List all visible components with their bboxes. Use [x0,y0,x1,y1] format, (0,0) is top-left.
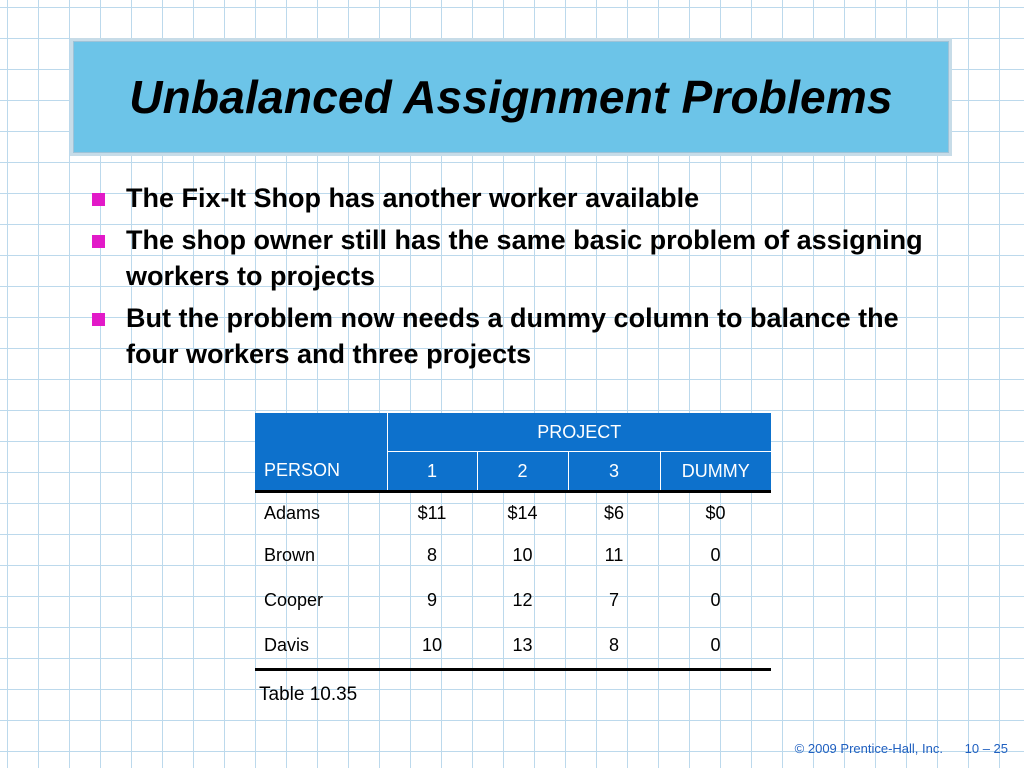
cost-cell: $14 [507,502,538,523]
bullet-item [88,180,948,216]
person-name-cell: Brown [264,545,316,565]
square-bullet-icon [92,235,105,248]
project-group-header: PROJECT [387,413,771,452]
cost-cell: 11 [604,545,624,565]
table-caption: Table 10.35 [259,684,358,705]
column-header-dummy: DUMMY [660,452,771,492]
cost-cell: 8 [426,545,437,565]
cost-cell: 7 [608,590,619,610]
cost-cell: 10 [387,623,477,670]
bullet-item [88,300,948,372]
table-row [255,578,771,623]
copyright-text: © 2009 Prentice-Hall, Inc. [794,741,943,756]
person-name-cell: Adams [264,502,321,523]
table-row [255,623,771,670]
page-number: 10 – 25 [964,741,1008,756]
cost-cell: 0 [710,590,721,610]
title-banner [70,38,952,156]
cost-cell: 0 [660,623,771,670]
cost-cell: 13 [477,623,568,670]
cost-cell: 9 [426,590,437,610]
column-header-project-2: 2 [477,452,568,492]
assignment-table-container [255,413,771,671]
table-header-row [255,452,771,492]
bullet-list [88,180,948,378]
cost-cell: 0 [710,545,721,565]
person-name-cell: Davis [255,623,387,670]
assignment-table [255,413,771,671]
cost-cell: $6 [603,502,625,523]
bullet-text: But the problem now needs a dummy column to balance the four workers and three projects [126,303,899,369]
bullet-item [88,222,948,294]
column-header-person: PERSON [255,452,387,492]
bullet-text: The shop owner still has the same basic problem of assigning workers to projects [126,225,923,291]
person-name-cell: Cooper [264,590,324,610]
table-row [255,533,771,578]
square-bullet-icon [92,313,105,326]
cost-cell: $11 [417,502,447,523]
square-bullet-icon [92,193,105,206]
slide-footer [795,741,1008,756]
empty-header-cell [255,413,387,452]
cost-cell: 8 [568,623,660,670]
cost-cell: $0 [705,502,726,523]
table-group-header-row [255,413,771,452]
table-row [255,492,771,534]
cost-cell: 12 [512,590,533,610]
slide-title: Unbalanced Assignment Problems [129,71,893,123]
cost-cell: 10 [512,545,533,565]
column-header-project-1: 1 [387,452,477,492]
bullet-text: The Fix-It Shop has another worker available [126,183,700,213]
column-header-project-3: 3 [568,452,660,492]
